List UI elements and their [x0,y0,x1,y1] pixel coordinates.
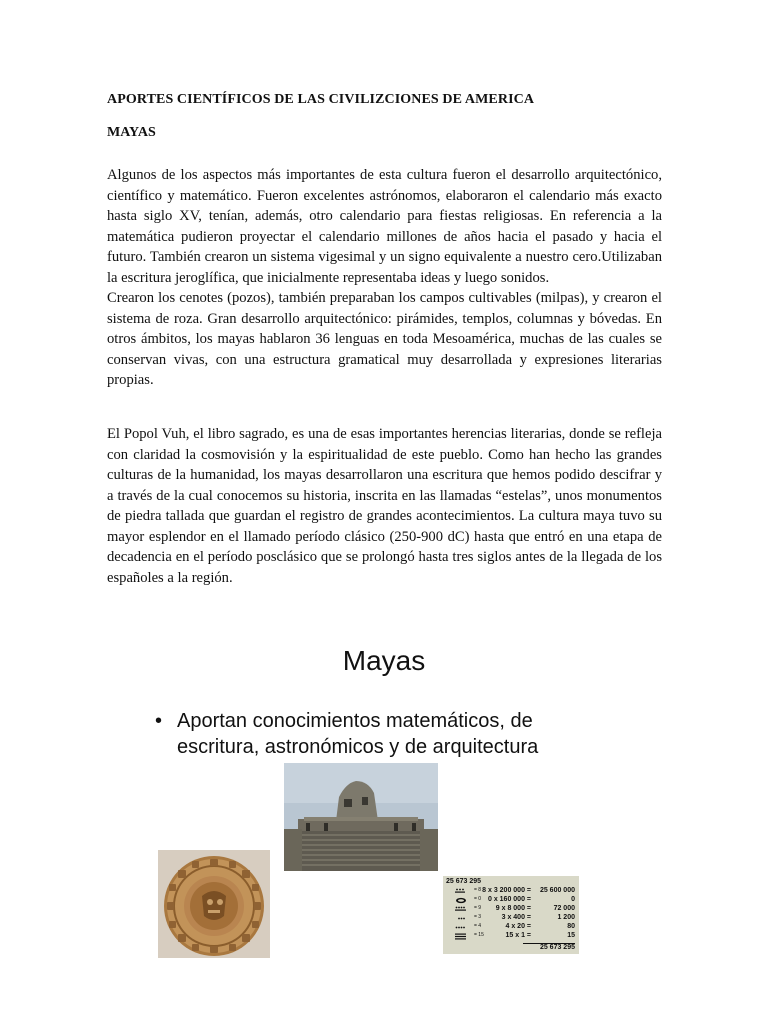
digit-value: = 9 [474,905,482,911]
section-heading-mayas: MAYAS [107,125,156,140]
row-expression: 4 x 20 = [505,923,531,930]
maya-numeral-3-icon [455,915,471,922]
text-block-2 [107,424,662,588]
row-expression: 0 x 160 000 = [487,896,531,903]
digit-value: = 3 [474,914,482,920]
digit-value: = 15 [474,932,484,938]
maya-numeral-15-icon [455,933,471,940]
row-result: 0 [571,896,575,903]
row-result: 1 200 [557,914,575,921]
digit-value: = 4 [474,923,482,929]
table-total-bottom: 25 673 295 [539,944,575,951]
table-row [445,932,577,941]
row-expression: 3 x 400 = [501,914,531,921]
digit-value: = 0 [474,896,482,902]
row-result: 72 000 [553,905,575,912]
slide-title: Mayas [342,645,426,676]
row-expression: 15 x 1 = [505,932,531,939]
slide-bullet [155,708,595,760]
maya-shell-zero-icon [455,897,471,904]
table-row [445,914,577,923]
row-expression: 8 x 3 200 000 = [482,887,531,894]
maya-numeral-9-icon [455,906,471,913]
row-expression: 9 x 8 000 = [495,905,531,912]
paragraph-1: Algunos de los aspectos más importantes de esta cultura fueron el desarrollo arquitectónico, científico y matemático. Fueron excelentes astrónomos, elaboraron el calendario más exacto hasta siglo XV, tenían, además, otro calendario para fiestas religiosas. En referencia a la matemática pudieron proyectar el calendario millones de años hacia el pasado y hacia el futuro. También crearon un sistema vigesimal y un signo equivalente a nuestro cero.Utilizaban la escritura jeroglífica, que inicialmente representaba ideas y luego sonidos. [107,167,662,286]
table-row [445,923,577,932]
table-total-top: 25 673 295 [446,878,482,885]
table-row [445,896,577,905]
bullet-icon: • [155,710,163,732]
paragraph-3: El Popol Vuh, el libro sagrado, es una de esas importantes herencias literarias, donde se refleja con claridad la cosmovisión y la espiritualidad de este pueblo. Como han hecho las grandes culturas de la humanidad, los mayas desarrollaron una escritura que hemos podido descifrar y a través de la cual conocemos su historia, inscrita en las llamadas “estelas”, unos monumentos de piedra tallada que guardan el registro de grandes acontecimientos. La cultura maya tuvo su mayor esplendor en el llamado período clásico (250-900 dC) hasta que entró en una etapa de decadencia en el período posclásico que se prolongó hasta tres siglos antes de la llegada de los españoles a la región. [107,426,662,586]
row-result: 80 [567,923,575,930]
table-row [445,905,577,914]
document-title: APORTES CIENTÍFICOS DE LAS CIVILIZCIONES DE AMERICA [107,92,535,107]
text-block-1 [107,165,662,391]
slide-bullet-text: Aportan conocimientos matemáticos, de escritura, astronómicos y de arquitectura [177,710,539,758]
row-result: 15 [567,932,575,939]
row-result: 25 600 000 [539,887,575,894]
table-row [445,887,577,896]
paragraph-2: Crearon los cenotes (pozos), también preparaban los campos cultivables (milpas), y crearon el sistema de roza. Gran desarrollo arquitectónico: pirámides, templos, columnas y bóvedas. En otros ámbitos, los mayas hablaron 36 lenguas en toda Mesoamérica, muchas de las cuales se conservan vivas, con una estructura gramatical muy desarrollada y expresiones literarias propias. [107,290,662,388]
maya-numeral-4-icon [455,924,471,931]
digit-value: = 8 [474,887,482,893]
observatory-photo [284,763,438,871]
maya-numeral-8-icon [455,888,471,895]
maya-numeral-table [443,876,579,954]
calendar-disc-photo [158,850,270,958]
